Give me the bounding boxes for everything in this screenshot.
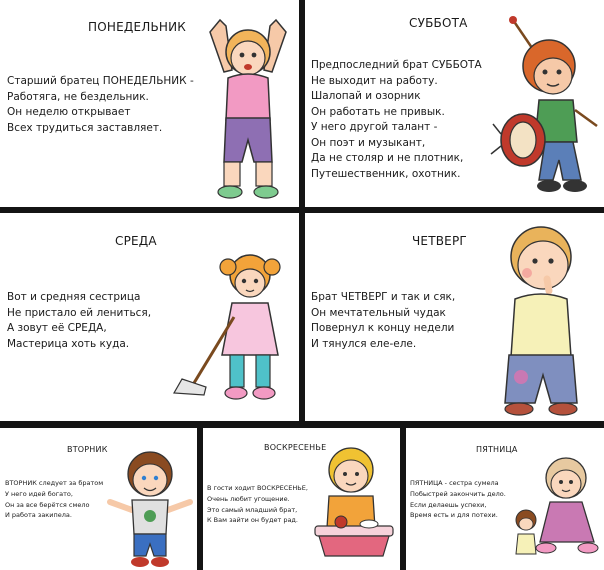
card-title: ПОНЕДЕЛЬНИК <box>88 20 187 34</box>
boy-drummer-illustration <box>483 14 601 200</box>
poem-line: В гости ходит ВОСКРЕСЕНЬЕ, <box>207 484 308 492</box>
poem-line: Брат ЧЕТВЕРГ и так и сяк, <box>311 291 456 303</box>
poem-line: Шалопай и озорник <box>311 90 421 102</box>
card-monday <box>0 0 299 207</box>
poem-line: Он мечтательный чудак <box>311 306 446 319</box>
poem-line: Да не столяр и не плотник, <box>311 152 464 164</box>
poem-line: Вот и средняя сестрица <box>7 291 141 303</box>
poem-line: Предпоследний брат СУББОТА <box>311 59 482 71</box>
card-title: ВТОРНИК <box>67 445 108 454</box>
card-wednesday <box>0 213 299 421</box>
poem-line: И тянулся еле-еле. <box>311 337 417 350</box>
poem-line: Работяга, не бездельник. <box>7 90 149 103</box>
card-sunday <box>203 428 400 570</box>
boy-thinking-illustration <box>491 217 591 417</box>
poem-line: ПЯТНИЦА - сестра сумела <box>410 479 499 487</box>
poem-line: Не пристало ей лениться, <box>7 306 152 319</box>
poem-line: Побыстрей закончить дело. <box>410 489 506 498</box>
poem-line: Очень любит угощение. <box>207 494 290 503</box>
poem-line: Если делаешь успехи, <box>410 500 487 509</box>
poem-line: Старший братец ПОНЕДЕЛЬНИК - <box>7 75 194 87</box>
poem-line: Он за все берётся смело <box>5 500 90 509</box>
boy-cheering-illustration <box>106 448 194 568</box>
poem-line: Мастерица хоть куда. <box>7 337 130 350</box>
poem-text <box>410 478 506 521</box>
card-saturday <box>305 0 604 207</box>
poem-line: Время есть и для потехи. <box>410 511 498 520</box>
card-title: СУББОТА <box>409 16 468 30</box>
poem-line: У него другой талант - <box>311 121 438 133</box>
boy-at-table-illustration <box>311 442 397 566</box>
card-title: ЧЕТВЕРГ <box>412 234 467 248</box>
poem-text <box>311 290 455 352</box>
poem-line: Он работать не привык. <box>311 105 445 118</box>
poem-line: Всех трудиться заставляет. <box>7 121 163 134</box>
girl-with-mop-illustration <box>160 247 290 412</box>
poem-line: Не выходит на работу. <box>311 74 438 87</box>
poem-text <box>5 478 103 521</box>
card-title: СРЕДА <box>115 234 157 248</box>
poem-line: Путешественник, охотник. <box>311 167 461 180</box>
card-tuesday <box>0 428 197 570</box>
poem-line: ВТОРНИК следует за братом <box>5 479 104 487</box>
poem-line: Он поэт и музыкант, <box>311 136 426 149</box>
poem-line: У него идей богато, <box>5 489 73 498</box>
poem-line: Он неделю открывает <box>7 106 131 118</box>
poem-text <box>207 483 308 526</box>
poem-line: К Вам зайти он будет рад. <box>207 516 298 525</box>
poem-text <box>7 74 194 136</box>
card-title: ПЯТНИЦА <box>476 445 518 454</box>
card-title: ВОСКРЕСЕНЬЕ <box>264 443 327 452</box>
girl-arms-up-illustration <box>202 12 294 202</box>
card-thursday <box>305 213 604 421</box>
poem-line: И работа закипела. <box>5 511 72 520</box>
poem-line: Это самый младший брат, <box>207 505 298 514</box>
girl-sitting-illustration <box>510 450 602 560</box>
poem-line: А зовут её СРЕДА, <box>7 322 107 334</box>
poem-line: Повернул к концу недели <box>311 322 455 334</box>
card-friday <box>406 428 604 570</box>
poem-text <box>7 290 151 352</box>
poem-text <box>311 58 482 182</box>
